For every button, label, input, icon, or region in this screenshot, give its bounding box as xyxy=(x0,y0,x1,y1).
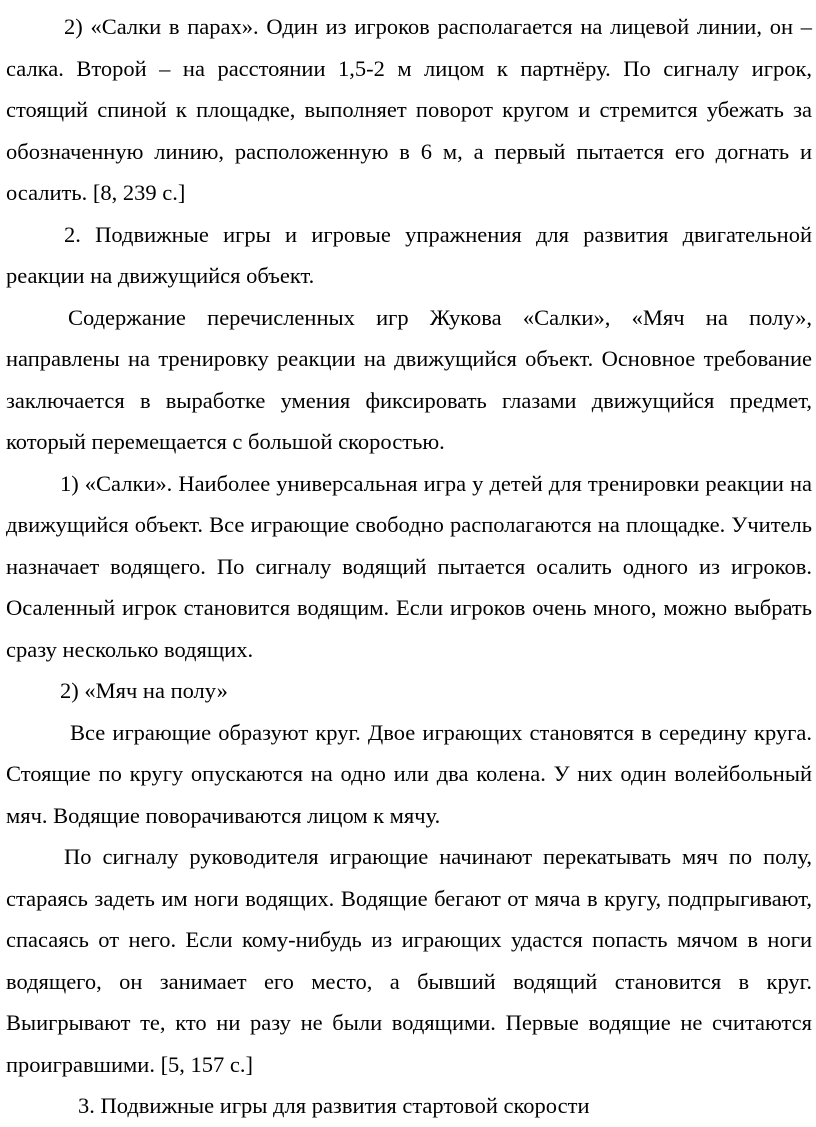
paragraph-salki-v-parah: 2) «Салки в парах». Один из игроков располагается на лицевой линии, он – салка. Второй – на расстоянии 1,5-2 м лицом к партнёру. По сигналу игрок, стоящий спиной к площадке, выполняет поворот кругом и стремится убежать за обозначенную линию, расположенную в 6 м, а первый пытается его догнать и осалить. [8, 239 с.] xyxy=(6,14,812,205)
document-page xyxy=(6,6,812,1127)
section-heading-3: 3. Подвижные игры для развития стартовой скорости xyxy=(78,1093,590,1118)
section-heading-2: 2. Подвижные игры и игровые упражнения для развития двигательной реакции на движущийся объект. xyxy=(6,221,812,288)
paragraph-content-overview: Содержание перечисленных игр Жукова «Салки», «Мяч на полу», направлены на тренировку реакции на движущийся объект. Основное требование заключается в выработке умения фиксировать глазами движущийся предмет, который перемещается с большой скоростью. xyxy=(6,304,812,454)
paragraph-circle-setup: Все играющие образуют круг. Двое играющих становятся в середину круга. Стоящие по кругу опускаются на одно или два колена. У них один волейбольный мяч. Водящие поворачиваются лицом к мячу. xyxy=(6,719,812,828)
game-title-myach-na-polu: 2) «Мяч на полу» xyxy=(60,678,228,703)
paragraph-game-rules: По сигналу руководителя играющие начинают перекатывать мяч по полу, стараясь задеть им ноги водящих. Водящие бегают от мяча в кругу, подпрыгивают, спасаясь от него. Если кому-нибудь из играющих удастся попасть мячом в ноги водящего, он занимает его место, а бывший водящий становится в круг. Выигрывают те, кто ни разу не были водящими. Первые водящие не считаются проигравшими. [5, 157 с.] xyxy=(6,844,812,1077)
paragraph-salki: 1) «Салки». Наиболее универсальная игра у детей для тренировки реакции на движущийся объект. Все играющие свободно располагаются на площадке. Учитель назначает водящего. По сигналу водящий пытается осалить одного из игроков. Осаленный игрок становится водящим. Если игроков очень много, можно выбрать сразу несколько водящих. xyxy=(6,470,812,662)
